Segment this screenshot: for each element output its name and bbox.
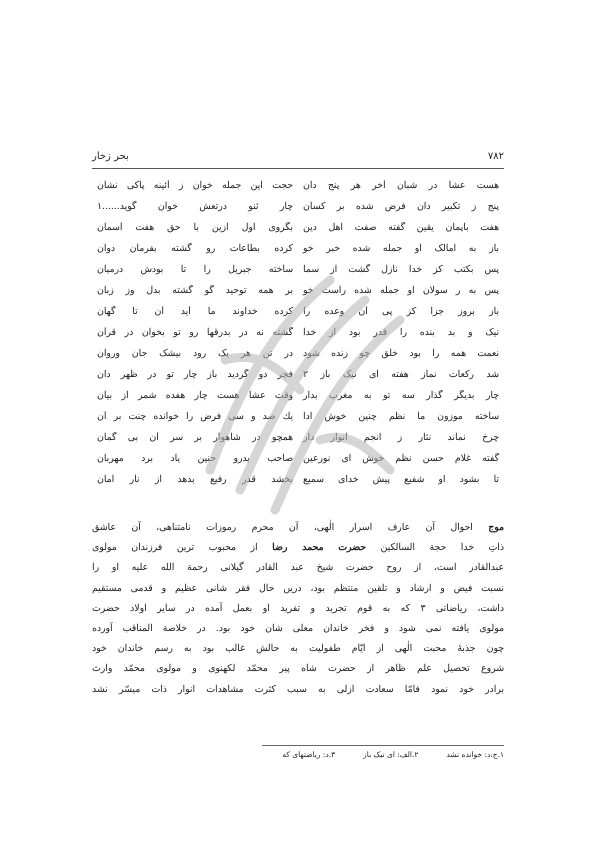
text-run: ذاتِ خدا حجة السالکین	[365, 542, 504, 554]
verse-first-hemistich: شد رکعات نماز هفته ای نیک باز ۲	[303, 369, 499, 380]
text-run: از محبوب ترین فرزندان مولوی	[92, 542, 273, 554]
verse-row	[92, 343, 504, 364]
prose-paragraph	[92, 518, 504, 700]
verse-first-hemistich: باز به امالک او جمله شده خبر خو	[303, 243, 499, 254]
verse-second-hemistich: بگروی اول ازین با حق هفت آسمان	[97, 222, 293, 233]
verse-row	[92, 427, 504, 448]
verse-first-hemistich: هست عشا در شبان آخر هر پنج دان	[303, 180, 499, 191]
footnotes	[92, 750, 504, 759]
prose-line	[92, 538, 504, 558]
verse-second-hemistich: چار ثنو درتعش خوان گوید......۱	[97, 201, 293, 212]
prose-line	[92, 518, 504, 538]
verse-row	[92, 322, 504, 343]
verse-first-hemistich: پنج ز تکبیر دان فرض شده بر کسان	[303, 201, 499, 212]
verse-block	[92, 175, 504, 490]
verse-second-hemistich: فجر دو گردید باز چار تو در ظهر دان	[97, 369, 293, 380]
verse-row	[92, 280, 504, 301]
verse-second-hemistich: کرده بطاعات رو گشته بفرمان دوان	[97, 243, 293, 254]
verse-row	[92, 385, 504, 406]
header-rule	[92, 168, 504, 169]
verse-row	[92, 175, 504, 196]
prose-line	[92, 619, 504, 639]
verse-row	[92, 301, 504, 322]
verse-row	[92, 364, 504, 385]
page-number: ۷۸۲	[487, 151, 504, 162]
page-header	[92, 151, 504, 167]
verse-second-hemistich: بر همه توحید گو گشته بدل وز زبان	[97, 285, 293, 296]
text-run: نسبت فیض و ارشاد و تلقین منتظم بود، دریں حال فقر شانی عظیم و قدمی مستقیم	[92, 582, 504, 594]
footnote-rule	[262, 745, 504, 746]
prose-line	[92, 659, 504, 679]
prose-line	[92, 599, 504, 619]
verse-second-hemistich: وقت عشا هست چار هفده شمر از بیان	[97, 390, 293, 401]
verse-row	[92, 469, 504, 490]
text-run: برادر خود نمود فامّا سعادت ازلی به سبب کثرت مشاهدات انوار ذات میسّر نشد	[92, 683, 504, 695]
verse-second-hemistich: صاحب بدرو حنین یاد برد مهربان	[97, 453, 293, 464]
bold-phrase: حضرت محمد رضا	[272, 542, 366, 554]
verse-first-hemistich: باز بروز جزا کز پی آن وعده را	[303, 306, 499, 317]
verse-first-hemistich: پس به ر سولان او جمله شده راست خو	[303, 285, 499, 296]
verse-first-hemistich: تا بشود او شفیع پیش خدای سمیع	[303, 474, 499, 485]
verse-second-hemistich: گشته نه در بدرقها رو تو بخوان در قرآن	[97, 327, 293, 338]
running-head: بحر زخار	[92, 151, 129, 162]
verse-row	[92, 196, 504, 217]
text-run: احوال آن عارف اسرار الٰهی، آن محرم رموزات نامتناهی، آن عاشق	[92, 522, 489, 533]
prose-line	[92, 639, 504, 659]
verse-row	[92, 406, 504, 427]
verse-second-hemistich: یك صد و سی فرض را خوانده چنت بر آن	[97, 411, 293, 422]
verse-second-hemistich: ساخته جبریل را تا بودش درمیان	[97, 264, 293, 275]
text-run: چون جذبهٔ محبت الٰهی از ایّام طفولیت به حالش غالب بود به رسم خاندان خود	[92, 643, 504, 655]
verse-second-hemistich: کرده خداوند ما آید آن تا گهان	[97, 306, 293, 317]
verse-second-hemistich: در تن هر یک رود بیشک جان وروان	[97, 348, 293, 359]
verse-first-hemistich: ساخته موزون ما نظم چنین خوش ادا	[303, 411, 499, 422]
verse-second-hemistich: حجت این جمله خوان ز آئینه پاکی نشان	[97, 180, 293, 191]
prose-line	[92, 579, 504, 599]
text-run: داشت، ریاضاتی ۳ که به قوم تجرید و تفرید او بعمل آمده در سایر اولاد حضرت	[92, 602, 504, 614]
verse-first-hemistich: هفت باپمان یقین گفته صفت اهل دین	[303, 222, 499, 233]
verse-second-hemistich: بخشد قدر رفیع بدهد از نار امان	[97, 474, 293, 485]
verse-second-hemistich: همچو در شاهوار بر سر آن بی گمان	[97, 432, 293, 443]
text-run: عبدالقادر است، از روح حضرت شیخ عبد القادر گیلانی رحمة الله علیه او را	[92, 562, 504, 574]
text-run: شروع تحصیل علم ظاهر از حضرت شاه پیر محمّد لکهنوی و مولوی محمّد وارث	[92, 663, 504, 675]
verse-row	[92, 259, 504, 280]
verse-first-hemistich: نیک و بد بنده را قدر بود از خدا	[303, 327, 499, 338]
text-run: مولوی یافته نمی شود و فخر خاندان معلی شان خود بود. در خلاصة المناقب آورده	[92, 622, 504, 634]
footnote: ۲.الف: ای نیک باز	[363, 750, 419, 759]
footnote: ۳.د: ریاضتهای که	[282, 750, 336, 759]
bold-phrase: موج	[488, 522, 504, 533]
footnote: ۱.ج،د: خوانده نشد	[446, 750, 504, 759]
verse-row	[92, 217, 504, 238]
verse-row	[92, 448, 504, 469]
verse-first-hemistich: گفته غلام حسن نظم خوش ای نورعین	[303, 453, 499, 464]
verse-row	[92, 238, 504, 259]
prose-line	[92, 680, 504, 700]
verse-first-hemistich: پس بکتب کز خدا نازل گشت از سما	[303, 264, 499, 275]
prose-line	[92, 558, 504, 578]
verse-first-hemistich: چار بدیگر گذار سه تو به مغرب بدار	[303, 390, 499, 401]
verse-first-hemistich: چرخ نماند نثار ز انجم انوار دار	[303, 432, 499, 443]
verse-first-hemistich: نعمت همه را بود خلق چو زنده شود	[303, 348, 499, 359]
